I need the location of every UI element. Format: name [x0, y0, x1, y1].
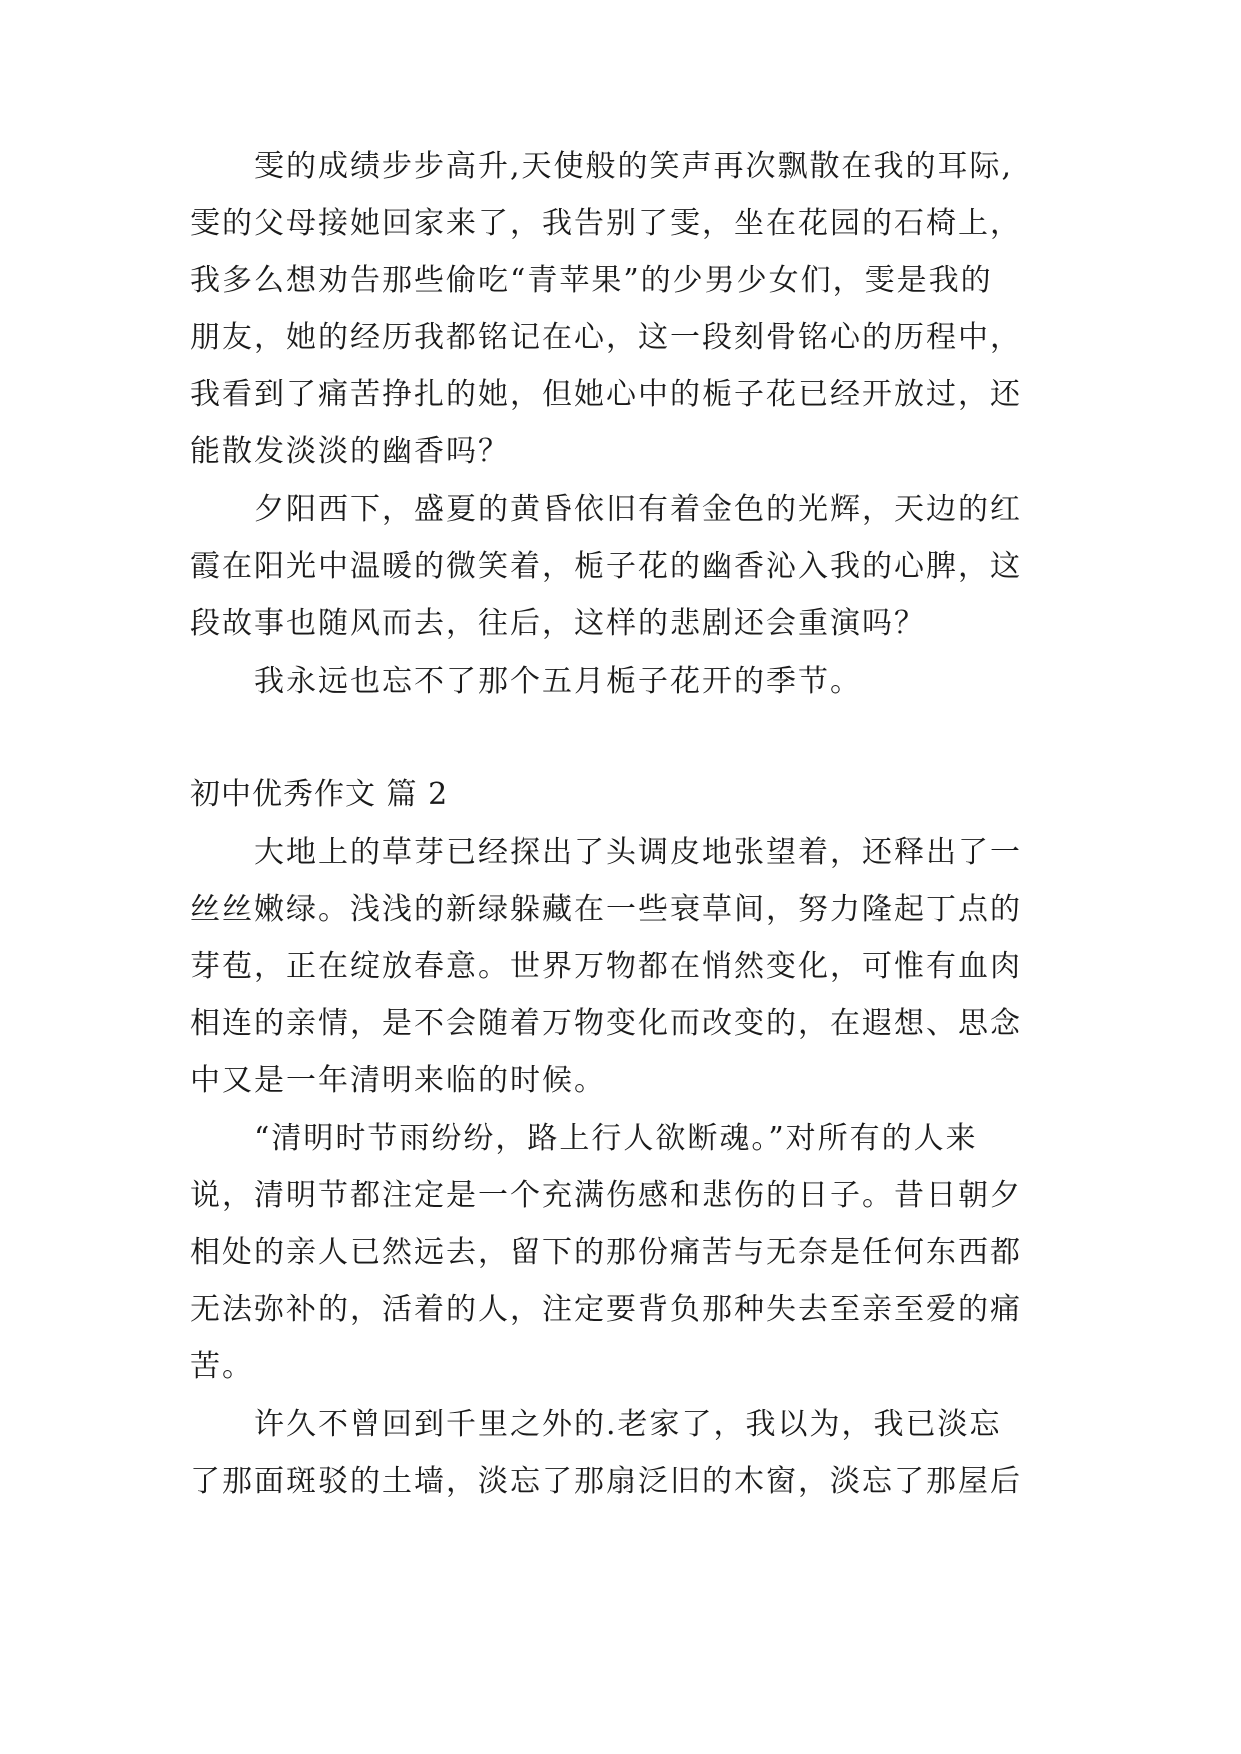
paragraph-line: “清明时节雨纷纷，路上行人欲断魂。”对所有的人来 — [254, 1121, 978, 1156]
paragraph-line: 许久不曾回到千里之外的.老家了，我以为，我已淡忘 — [254, 1407, 1002, 1442]
paragraph-line: 苦。 — [190, 1349, 254, 1384]
paragraph-line: 了那面斑驳的土墙，淡忘了那扇泛旧的木窗，淡忘了那屋后 — [190, 1464, 1022, 1499]
paragraph-line: 无法弥补的，活着的人，注定要背负那种失去至亲至爱的痛 — [190, 1292, 1022, 1327]
paragraph-line: 芽苞，正在绽放春意。世界万物都在悄然变化，可惟有血肉 — [190, 949, 1022, 984]
paragraph-line: 大地上的草芽已经探出了头调皮地张望着，还释出了一 — [254, 835, 1022, 870]
paragraph-line: 说，清明节都注定是一个充满伤感和悲伤的日子。昔日朝夕 — [190, 1178, 1022, 1213]
paragraph-line: 我永远也忘不了那个五月栀子花开的季节。 — [254, 664, 862, 699]
paragraph-line: 雯的父母接她回家来了，我告别了雯，坐在花园的石椅上， — [190, 206, 1022, 241]
paragraph-line: 中又是一年清明来临的时候。 — [190, 1063, 606, 1098]
paragraph-line: 我看到了痛苦挣扎的她，但她心中的栀子花已经开放过，还 — [190, 377, 1022, 412]
paragraph-line: 我多么想劝告那些偷吃“青苹果”的少男少女们，雯是我的 — [190, 263, 993, 298]
paragraph-line: 丝丝嫩绿。浅浅的新绿躲藏在一些衰草间，努力隆起丁点的 — [190, 892, 1022, 927]
paragraph-line: 相处的亲人已然远去，留下的那份痛苦与无奈是任何东西都 — [190, 1235, 1022, 1270]
section-heading: 初中优秀作文 篇 2 — [190, 777, 449, 812]
paragraph-line: 雯的成绩步步高升,天使般的笑声再次飘散在我的耳际, — [254, 149, 1014, 184]
paragraph-line: 能散发淡淡的幽香吗？ — [190, 434, 510, 469]
paragraph-line: 夕阳西下，盛夏的黄昏依旧有着金色的光辉，天边的红 — [254, 492, 1022, 527]
paragraph-line: 霞在阳光中温暖的微笑着，栀子花的幽香沁入我的心脾，这 — [190, 549, 1022, 584]
paragraph-line: 段故事也随风而去，往后，这样的悲剧还会重演吗？ — [190, 606, 926, 641]
paragraph-line: 相连的亲情，是不会随着万物变化而改变的，在遐想、思念 — [190, 1006, 1022, 1041]
paragraph-line: 朋友，她的经历我都铭记在心，这一段刻骨铭心的历程中， — [190, 320, 1022, 355]
